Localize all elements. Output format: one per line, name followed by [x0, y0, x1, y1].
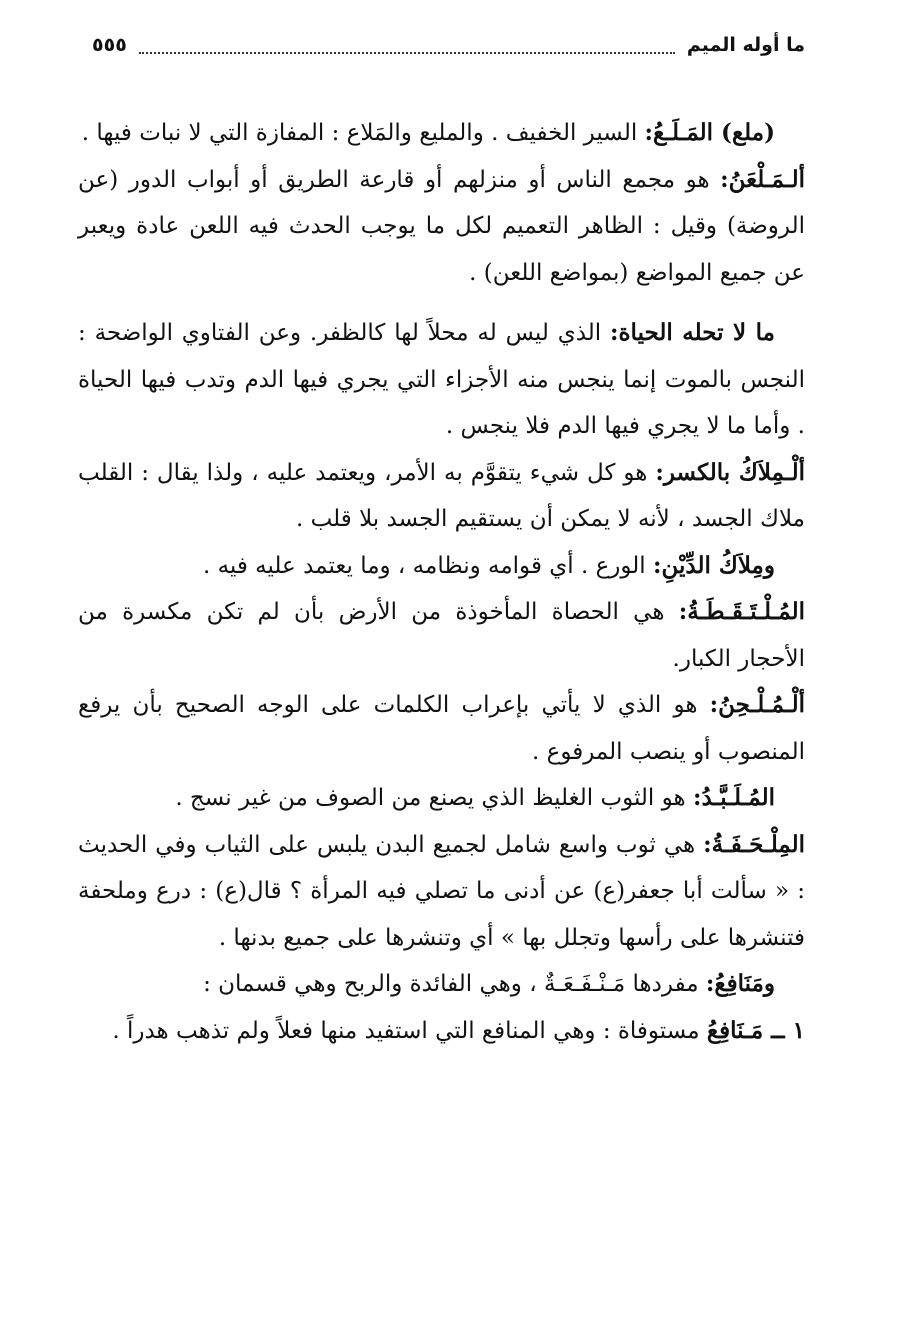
page-header: [92, 30, 805, 60]
entry-multaqata: [78, 589, 805, 682]
entry-definition: مستوفاة : وهي المنافع التي استفيد منها فعلاً ولم تذهب هدراً .: [112, 1017, 707, 1044]
entry-definition: مفردها مَـنْـفَـعَـةٌ ، وهي الفائدة والربح وهي قسمان :: [203, 971, 706, 997]
entry-definition: هو الذي لا يأتي بإعراب الكلمات على الوجه الصحيح بأن يرفع المنصوب أو ينصب المرفوع .: [78, 692, 805, 765]
entry-definition: هو الثوب الغليظ الذي يصنع من الصوف من غير نسج .: [175, 785, 693, 811]
page-number: ٥٥٥: [92, 34, 127, 56]
chapter-title: ما أوله الميم: [686, 34, 805, 56]
entry-headword: ألـمَـلْعَنُ:: [720, 165, 805, 193]
entry-definition: هو مجمع الناس أو منزلهم أو قارعة الطريق أو أبواب الدور (عن الروضة) وقيل : الظاهر التعميم لكل ما يوجب الحدث فيه اللعن عادة ويعبر عن جميع المواضع (بمواضع اللعن) .: [78, 166, 805, 286]
entry-headword: ألْـمُـلْـحِنُ:: [709, 691, 805, 718]
entry-headword: المُـلْـتَـقَـطَـةُ:: [678, 598, 805, 625]
entry-headword: ١ ــ مَـنَافِعُ: [706, 1016, 805, 1044]
entry-manafi: [78, 961, 805, 1008]
entry-mala: [78, 110, 805, 157]
entry-definition: السير الخفيف . والمليع والمَلاع : المفازة التي لا نبات فيها .: [81, 120, 645, 146]
entry-headword: (ملع) المَـلَـعُ:: [644, 119, 775, 146]
entry-definition: الورع . أي قوامه ونظامه ، وما يعتمد عليه فيه .: [202, 552, 653, 579]
page-body: [78, 110, 805, 1054]
entry-headword: المُـلَـبَّـدُ:: [692, 784, 775, 811]
header-leader-dots: [139, 38, 675, 54]
entry-milak-addin: [78, 543, 805, 590]
entry-manafi-mustawfat: [78, 1008, 805, 1055]
entry-definition: هي ثوب واسع شامل لجميع البدن يلبس على الثياب وفي الحديث : « سألت أبا جعفر(ع) عن أدنى ما تصلي فيه المرأة ؟ قال(ع) : درع وملحفة فتنشرها على رأسها وتجلل بها » أي وتنشرها على جميع بدنها .: [78, 831, 805, 951]
entry-headword: ومَنَافِعُ:: [705, 970, 775, 997]
entry-definition: الذي ليس له محلاً لها كالظفر. وعن الفتاوي الواضحة : النجس بالموت إنما ينجس منه الأجزاء التي يجري فيها الدم وتدب فيها الحياة . وأما ما لا يجري فيها الدم فلا ينجس .: [78, 320, 805, 439]
entry-milhafa: [78, 822, 805, 962]
entry-headword: ومِلاَكُ الدِّيْنِ:: [653, 551, 775, 579]
entry-definition: هي الحصاة المأخوذة من الأرض بأن لم تكن مكسرة من الأحجار الكبار.: [78, 599, 805, 672]
entry-headword: المِلْـحَـفَـةُ:: [703, 830, 805, 858]
entry-mulabbad: [78, 775, 805, 822]
entry-headword: ألْـمِلاَكُ بالكسر:: [655, 458, 805, 486]
entry-mulhin: [78, 682, 805, 775]
entry-ma-la-tahilluhu: [78, 310, 805, 450]
entry-malan: [78, 157, 805, 297]
entry-definition: هو كل شيء يتقوَّم به الأمر، ويعتمد عليه ، ولذا يقال : القلب ملاك الجسد ، لأنه لا يمكن أن يستقيم الجسد بلا قلب .: [78, 459, 805, 532]
entry-milak: [78, 450, 805, 543]
entry-headword: ما لا تحله الحياة:: [610, 319, 775, 346]
